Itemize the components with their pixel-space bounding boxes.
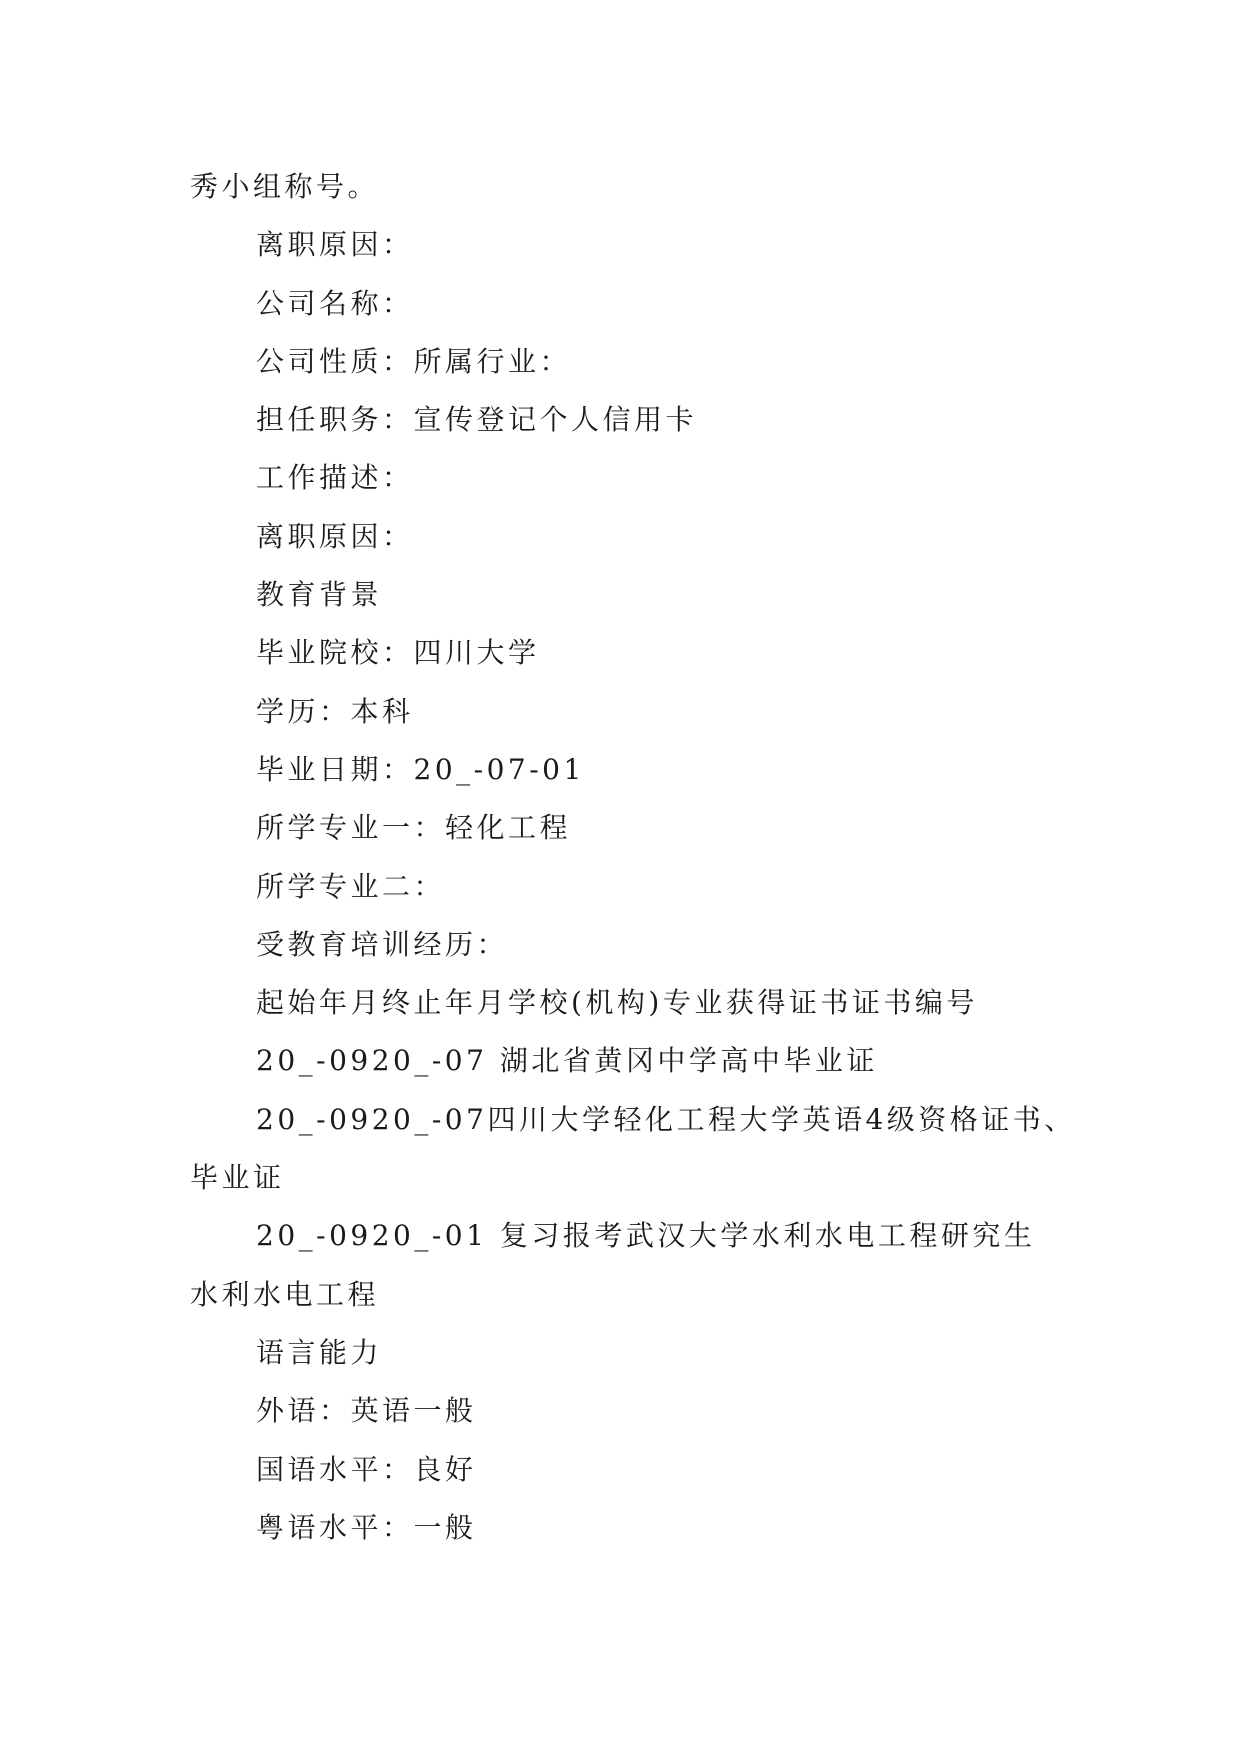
text-line-company-name: 公司名称： — [256, 286, 414, 320]
document-body — [190, 158, 1080, 1557]
text-line-training-header: 起始年月终止年月学校(机构)专业获得证书证书编号 — [256, 986, 978, 1020]
text-line-training-university-1: 20_-0920_-07四川大学轻化工程大学英语4级资格证书、 — [256, 1102, 1076, 1136]
text-line-company-nature: 公司性质：所属行业： — [256, 344, 572, 378]
text-line-school: 毕业院校：四川大学 — [256, 636, 540, 670]
text-line-major-2: 所学专业二： — [256, 869, 446, 903]
text-line-cantonese: 粤语水平：一般 — [256, 1510, 477, 1544]
text-line-training-graduate-2: 水利水电工程 — [190, 1277, 380, 1311]
text-line-graduation-date: 毕业日期：20_-07-01 — [256, 752, 585, 786]
text-line-training-history: 受教育培训经历： — [256, 927, 509, 961]
text-line-training-graduate-1: 20_-0920_-01 复习报考武汉大学水利水电工程研究生 — [256, 1219, 1036, 1253]
text-line-foreign-language: 外语：英语一般 — [256, 1394, 477, 1428]
text-line-leave-reason-2: 离职原因： — [256, 519, 414, 553]
text-line-leave-reason-1: 离职原因： — [256, 228, 414, 262]
section-heading-language: 语言能力 — [256, 1335, 383, 1369]
text-line-training-university-2: 毕业证 — [190, 1161, 285, 1195]
text-line-honor: 秀小组称号。 — [190, 170, 380, 203]
text-line-job-description: 工作描述： — [256, 461, 414, 495]
text-line-degree: 学历：本科 — [256, 694, 414, 728]
text-line-major-1: 所学专业一：轻化工程 — [256, 811, 572, 845]
section-heading-education: 教育背景 — [256, 578, 383, 612]
text-line-training-highschool: 20_-0920_-07 湖北省黄冈中学高中毕业证 — [256, 1044, 878, 1078]
text-line-mandarin: 国语水平：良好 — [256, 1452, 477, 1486]
text-line-position: 担任职务：宣传登记个人信用卡 — [256, 403, 698, 437]
